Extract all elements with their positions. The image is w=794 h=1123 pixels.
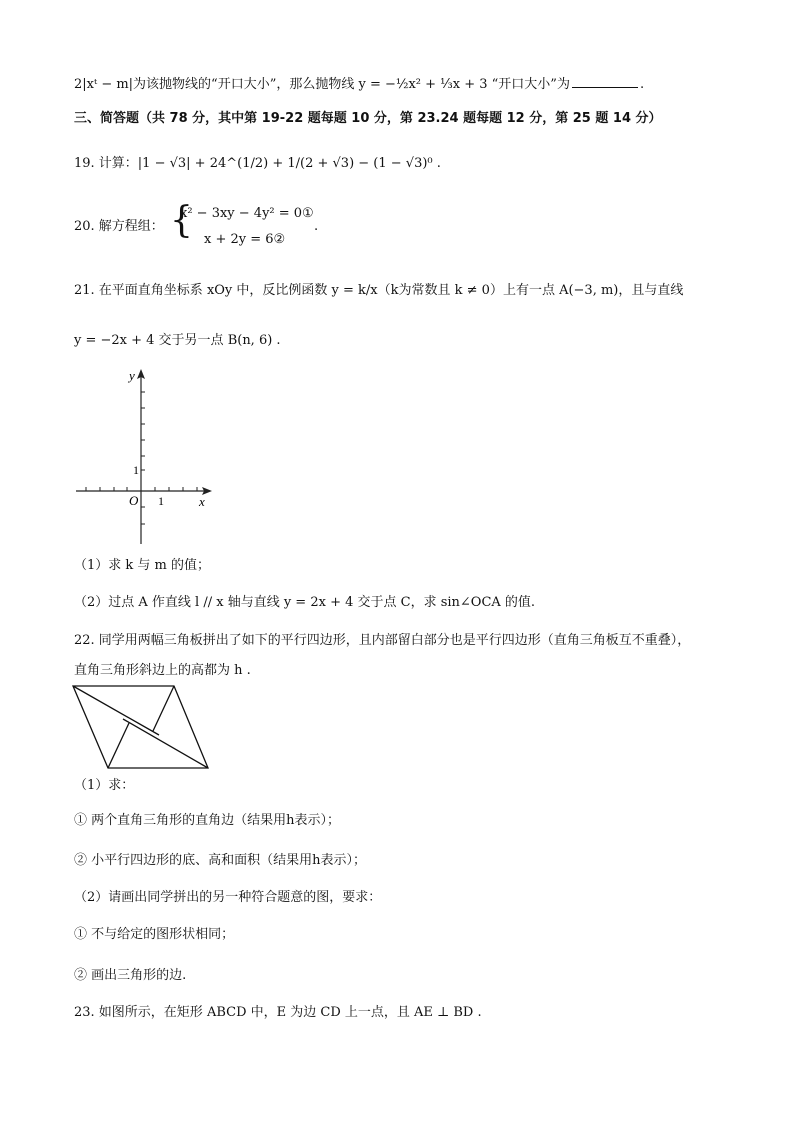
- q18-tail-line: [74, 73, 644, 95]
- q18-tail-text: 2|xᵗ − m|为该抛物线的“开口大小”，那么抛物线 y = −½x² + ⅓x + 3 “开口大小”为: [74, 77, 570, 92]
- q21-part1: （1）求 k 与 m 的值；: [74, 558, 211, 573]
- q22-line2: 直角三角形斜边上的高都为 h .: [74, 663, 251, 678]
- triangle-edge-2: [153, 686, 174, 731]
- origin-label: O: [129, 493, 139, 508]
- q21-line1: 21. 在平面直角坐标系 xOy 中，反比例函数 y = k/x（k为常数且 k ≠ 0）上有一点 A(−3, m)，且与直线: [74, 283, 684, 298]
- q22-part1a: ① 两个直角三角形的直角边（结果用h表示）；: [74, 813, 341, 828]
- q19: 19. 计算：|1 − √3| + 24^(1/2) + 1/(2 + √3) − (1 − √3)⁰ .: [74, 156, 441, 171]
- q22-line1: 22. 同学用两幅三角板拼出了如下的平行四边形，且内部留白部分也是平行四边形（直角三角板互不重叠），: [74, 633, 691, 648]
- section-heading: 三、简答题（共 78 分，其中第 19-22 题每题 10 分，第 23.24 题每题 12 分，第 25 题 14 分）: [74, 111, 662, 126]
- x-tick-label: 1: [158, 494, 164, 508]
- q20-period: .: [314, 219, 319, 234]
- q21-part2: （2）过点 A 作直线 l // x 轴与直线 y = 2x + 4 交于点 C，求 sin∠OCA 的值.: [74, 595, 536, 610]
- y-tick-label: 1: [133, 463, 139, 477]
- coordinate-figure: [66, 364, 216, 548]
- x-axis-label: x: [199, 494, 205, 509]
- brace: {: [170, 200, 193, 241]
- period: .: [639, 77, 645, 92]
- q22-part1: （1）求：: [74, 778, 135, 793]
- q22-part2: （2）请画出同学拼出的另一种符合题意的图，要求：: [74, 890, 382, 905]
- q20-eq2: x + 2y = 6②: [204, 232, 286, 247]
- triangle-edge-3: [123, 719, 208, 768]
- q20-label: 20. 解方程组：: [74, 219, 164, 234]
- answer-blank[interactable]: [572, 73, 638, 88]
- q20-eq1: x² − 3xy − 4y² = 0①: [180, 206, 314, 221]
- q22-part1b: ② 小平行四边形的底、高和面积（结果用h表示）；: [74, 853, 367, 868]
- q23: 23. 如图所示，在矩形 ABCD 中，E 为边 CD 上一点，且 AE ⊥ BD .: [74, 1005, 482, 1020]
- q22-part2b: ② 画出三角形的边.: [74, 968, 187, 983]
- q22-part2a: ① 不与给定的图形状相同；: [74, 927, 235, 942]
- q21-line2: y = −2x + 4 交于另一点 B(n, 6) .: [74, 333, 281, 348]
- triangle-edge-4: [108, 723, 129, 768]
- y-ticks: [141, 392, 145, 524]
- triangle-edge-1: [73, 686, 159, 735]
- parallelogram-figure: [68, 683, 214, 771]
- y-axis-label: y: [129, 368, 135, 383]
